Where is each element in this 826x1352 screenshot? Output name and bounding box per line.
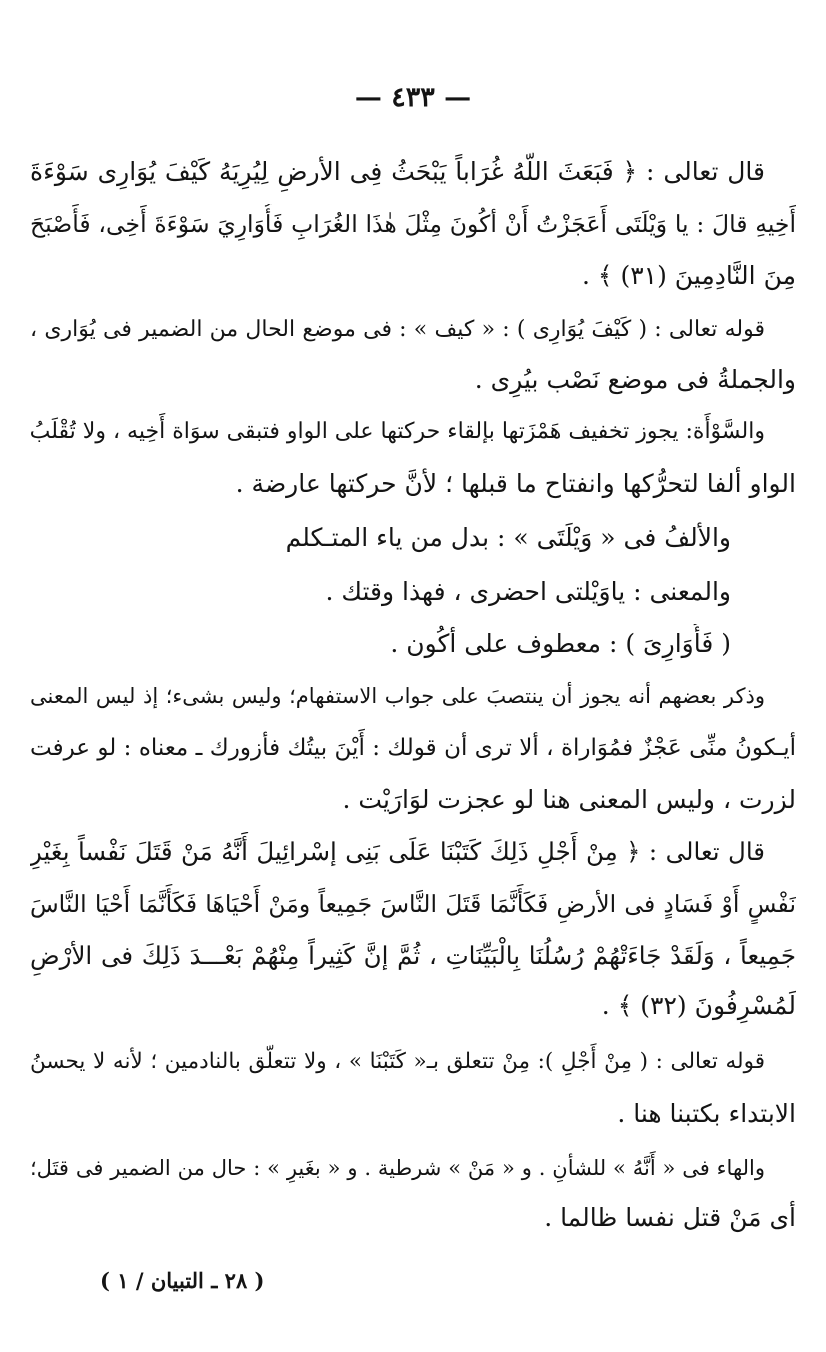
text-line: والجملةُ فى موضع نَصْب بيُرِى . — [474, 365, 796, 394]
text-line: الابتداء بكتبنا هنا . — [617, 1099, 796, 1128]
text-line: قال تعالى : ﴿ مِنْ أَجْلِ ذَلِكَ كَتَبْنَا عَلَى بَنِى إسْرائِيلَ أَنَّهُ مَنْ قَتَلَ نَفْساً بِغَيْرِ — [30, 837, 765, 866]
text-line: وذكر بعضهم أنه يجوز أن ينتصبَ على جواب الاستفهام؛ وليس بشىء؛ إذ ليس المعنى — [30, 684, 765, 708]
text-line: أَخِيهِ قالَ : يا وَيْلَتَى أَعَجَزْتُ أَنْ أكُونَ مِثْلَ هٰذَا الغُرَابِ فَأُوَارِيَ سَوْءَةَ أَخِى، فَأَصْبَحَ — [30, 210, 796, 238]
page-number: — ٤٣٣ — — [354, 82, 472, 113]
text-line: قال تعالى : ﴿ فَبَعَثَ اللّهُ غُرَاباً يَبْحَثُ فِى الأرضِ لِيُرِيَهُ كَيْفَ يُوَارِى سَوْءَةَ — [30, 157, 765, 186]
text-line: أى مَنْ قتل نفسا ظالما . — [544, 1203, 796, 1232]
text-line: أيـكونُ منِّى عَجْزٌ فمُوَاراة ، ألا ترى أن قولك : أَيْنَ بيتُك فأزورك ـ معناه : لو عرفت — [30, 735, 796, 761]
text-line: ( فَأُوَارِىَ ) : معطوف على أكُون . — [390, 629, 731, 658]
footer-signature: ( ٢٨ ـ التبيان / ١ ) — [100, 1268, 265, 1293]
text-line: لزرت ، وليس المعنى هنا لو عجزت لوَارَيْت . — [342, 785, 796, 814]
text-line: جَمِيعاً ، وَلَقَدْ جَاءَتْهُمْ رُسُلُنَا بِالْبَيِّنَاتِ ، ثُمَّ إنَّ كَثِيراً مِنْهُمْ بَعْـــدَ ذَلِكَ فى الأرْضِ — [30, 941, 796, 970]
text-line: نَفْسٍ أَوْ فَسَادٍ فى الأرضِ فَكَأَنَّمَا قَتَلَ النَّاسَ جَمِيعاً ومَنْ أَحْيَاهَا فَكَأَنَّمَا أَحْيَا النَّاسَ — [30, 890, 796, 918]
text-line: قوله تعالى : ( كَيْفَ يُوَارِى ) : « كيف » : فى موضع الحال من الضمير فى يُوَارى ، — [30, 317, 765, 342]
text-line: قوله تعالى : ( مِنْ أَجْلِ ): مِنْ تتعلق بـ« كَتَبْنَا » ، ولا تتعلّق بالنادمين ؛ لأنه لا يحسنُ — [30, 1049, 765, 1074]
text-line: الواو ألفا لتحرُّكها وانفتاح ما قبلها ؛ لأنَّ حركتها عارضة . — [235, 469, 796, 498]
text-line: والألفُ فى « وَيْلَتَى » : بدل من ياء المتـكلم — [285, 523, 731, 552]
text-line: والسَّوْأَة: يجوز تخفيف هَمْزَتها بإلقاء حركتها على الواو فتبقى سوَاة أَخِيه ، ولا تُقْلَبُ — [30, 419, 765, 444]
text-line: والهاء فى « أَنَّهُ » للشأنِ . و « مَنْ » شرطية . و « بغَيرِ » : حال من الضمير فى قتَل؛ — [30, 1156, 765, 1180]
text-line: مِنَ النَّادِمِينَ (٣١) ﴾ . — [581, 261, 796, 290]
text-line: والمعنى : ياوَيْلتى احضرى ، فهذا وقتك . — [325, 577, 731, 606]
text-line: لَمُسْرِفُونَ (٣٢) ﴾ . — [601, 991, 796, 1020]
